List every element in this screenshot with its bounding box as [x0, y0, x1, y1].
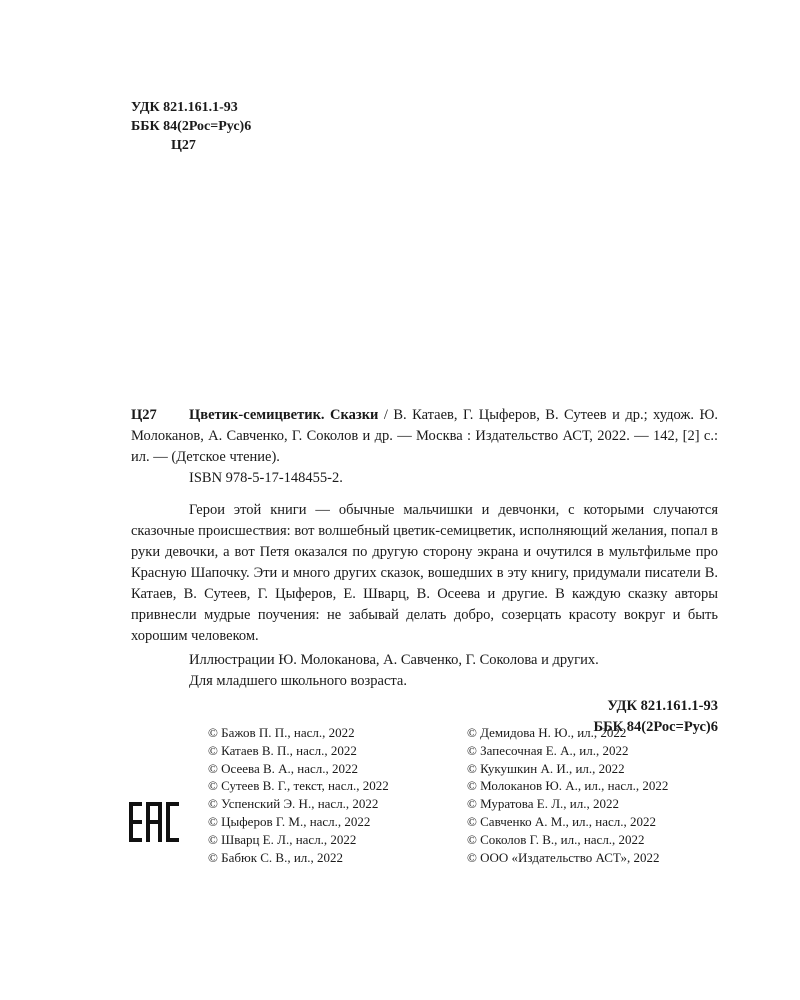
copyright-line: © Савченко А. М., ил., насл., 2022 — [467, 813, 657, 829]
annotation: Герои этой книги — обычные мальчишки и девчонки, с которыми случаются сказочные происшествия: вот волшебный цветик-семицветик, исполняющий желания, попал в руки девочки, а вот Петя оказался по другую сторону экрана и очутился в мультфильме про Красную Шапочку. Эти и много других сказок, вошедших в эту книгу, придумали писатели В. Катаев, В. Сутеев, Г. Цыферов, Е. Шварц, В. Осеева и другие. В каждую сказку авторы привнесли мудрые поучения: не забывай делать добро, созерцать красоту вокруг и быть хорошим человеком. — [131, 502, 718, 644]
entry-authors: / В. Катаев, Г. Цыферов, В. Сутеев и др.; худож. Ю. Молоканов, А. Савченко, Г. Соколов и др. — Москва : Издательство АСТ, 2022. — 142, [2] с.: ил. — (Детское чтение). — [131, 407, 718, 465]
bbk-code: ББК 84(2Рос=Рус)6 — [131, 119, 252, 134]
copyright-line: © ООО «Издательство АСТ», 2022 — [467, 849, 660, 865]
copyrights-right — [467, 724, 668, 866]
bibliographic-entry — [131, 405, 718, 738]
classification-codes — [131, 98, 251, 155]
book-title: Цветик-семицветик. Сказки — [189, 407, 379, 423]
copyright-line: © Молоканов Ю. А., ил., насл., 2022 — [467, 778, 669, 794]
copyright-line: © Кукушкин А. И., ил., 2022 — [467, 760, 625, 776]
copyrights-left — [208, 724, 389, 866]
entry-heading — [131, 405, 718, 468]
copyright-line: © Демидова Н. Ю., ил., 2022 — [467, 725, 627, 740]
copyright-line: © Катаев В. П., насл., 2022 — [208, 742, 357, 758]
author-sign: Ц27 — [171, 138, 196, 153]
udk-code: УДК 821.161.1-93 — [131, 100, 238, 115]
eac-mark-icon — [128, 800, 180, 844]
entry-udk: УДК 821.161.1-93 — [607, 698, 718, 714]
age-rating: Для младшего школьного возраста. — [189, 673, 407, 689]
copyright-line: © Сутеев В. Г., текст, насл., 2022 — [208, 778, 389, 794]
copyright-line: © Запесочная Е. А., ил., 2022 — [467, 742, 629, 758]
copyright-line: © Бабюк С. В., ил., 2022 — [208, 849, 344, 865]
isbn: ISBN 978-5-17-148455-2. — [189, 470, 343, 486]
copyright-line: © Бажов П. П., насл., 2022 — [208, 725, 355, 740]
illustrations-credit: Иллюстрации Ю. Молоканова, А. Савченко, Г. Соколова и других. — [189, 652, 599, 668]
copyright-line: © Муратова Е. Л., ил., 2022 — [467, 796, 619, 812]
copyright-line: © Шварц Е. Л., насл., 2022 — [208, 831, 357, 847]
copyright-line: © Осеева В. А., насл., 2022 — [208, 760, 359, 776]
copyright-line: © Соколов Г. В., ил., насл., 2022 — [467, 831, 645, 847]
entry-author-sign: Ц27 — [131, 407, 157, 423]
copyright-line: © Успенский Э. Н., насл., 2022 — [208, 796, 379, 812]
copyright-line: © Цыферов Г. М., насл., 2022 — [208, 813, 371, 829]
entry-bbk: ББК 84(2Рос=Рус)6 — [593, 719, 718, 735]
